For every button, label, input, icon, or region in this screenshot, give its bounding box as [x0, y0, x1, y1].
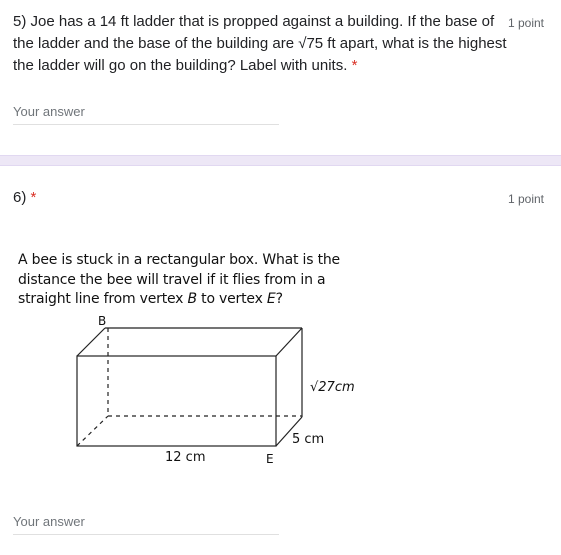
- required-asterisk: *: [30, 189, 37, 206]
- problem-vertex-b: B: [187, 291, 197, 307]
- question-6-points: 1 point: [507, 192, 544, 206]
- problem-text-part-1: A bee is stuck in a rectangular box. What is the distance the bee will travel if it flies from in a straight line from vertex: [18, 252, 340, 307]
- required-asterisk: *: [351, 57, 358, 74]
- box-edge: [276, 328, 302, 356]
- depth-label: 5 cm: [292, 432, 325, 447]
- rectangular-box-figure: [0, 166, 561, 486]
- vertex-e-label: E: [266, 452, 274, 466]
- question-card-6: [0, 166, 561, 555]
- box-front-face: [77, 356, 276, 446]
- question-6-answer-input[interactable]: Your answer: [13, 514, 279, 535]
- question-5-points: 1 point: [507, 16, 544, 30]
- vertex-b-label: B: [98, 314, 107, 328]
- question-6-label: 6): [13, 189, 27, 206]
- question-card-5: [0, 0, 561, 155]
- problem-vertex-e: E: [266, 291, 276, 307]
- question-5-label: 5) Joe has a 14 ft ladder that is propped against a building. If the base of the ladder and the base of the building are √75 ft apart, what is the highest the ladder will go on the building? Label with units.: [13, 13, 507, 74]
- length-label: 12 cm: [165, 450, 206, 465]
- problem-text-part-3: ?: [275, 291, 283, 307]
- question-5-text: [13, 11, 508, 77]
- height-label: √27cm: [310, 380, 355, 395]
- box-edge: [77, 328, 105, 356]
- question-5-answer-input[interactable]: Your answer: [13, 104, 279, 125]
- box-hidden-edge: [77, 416, 108, 446]
- section-divider: [0, 155, 561, 166]
- problem-text-part-2: to vertex: [196, 291, 267, 307]
